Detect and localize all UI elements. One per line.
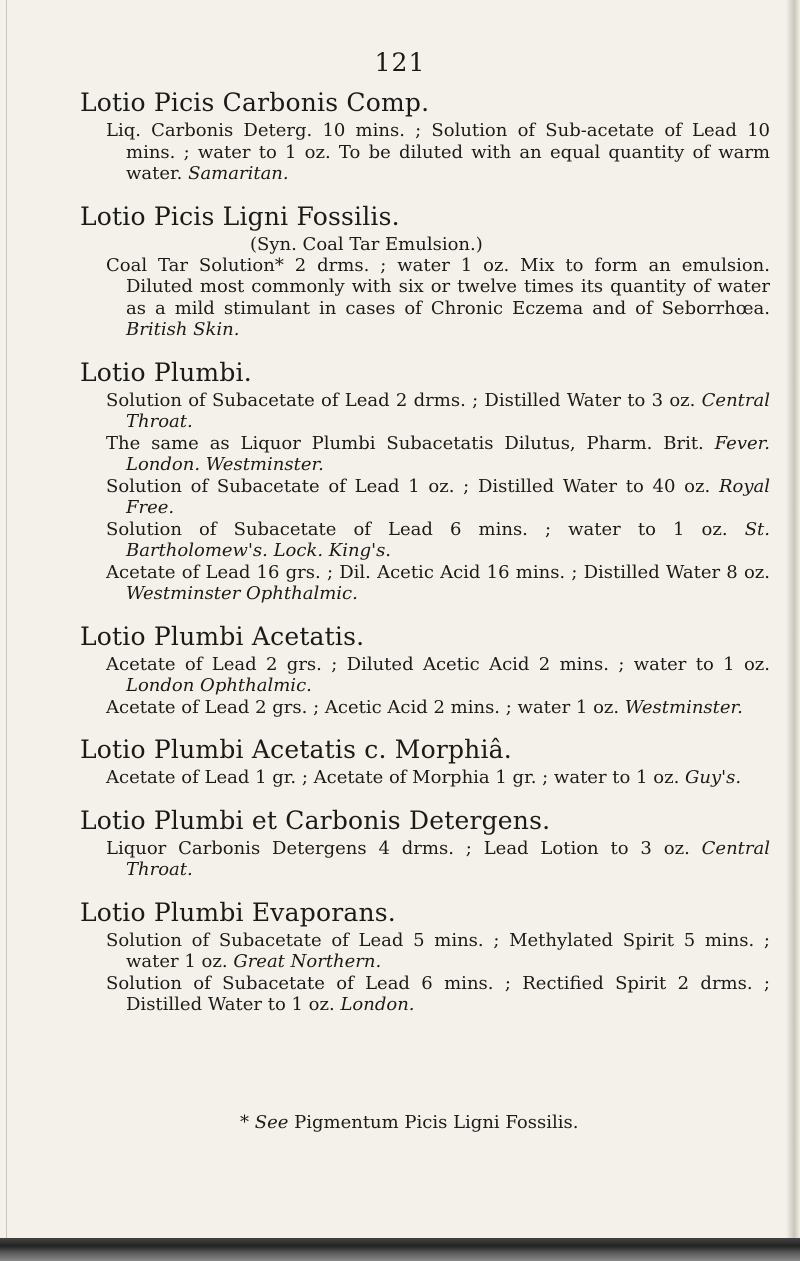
recipe-text: Liquor Carbonis Detergens 4 drms. ; Lead Lotion to 3 oz. bbox=[106, 837, 690, 859]
hospital-source: London Ophthalmic. bbox=[126, 675, 312, 696]
recipe-text: The same as Liquor Plumbi Subacetatis Dilutus, Pharm. Brit. bbox=[106, 432, 704, 454]
footnote-see: See bbox=[254, 1112, 289, 1133]
page-right-edge bbox=[786, 0, 800, 1261]
hospital-source: St. Bartholomew's. Lock. King's. bbox=[126, 518, 770, 561]
hospital-source: Central Throat. bbox=[126, 389, 770, 432]
hospital-source: Samaritan. bbox=[188, 163, 289, 184]
hospital-source: Central Throat. bbox=[126, 837, 770, 880]
recipe-paragraph bbox=[80, 697, 770, 719]
recipe-paragraph bbox=[80, 654, 770, 697]
hospital-source: Guy's. bbox=[685, 767, 742, 788]
recipe-text: Coal Tar Solution* 2 drms. ; water 1 oz. Mix to form an emulsion. Diluted most commonly with six or twelve times its quantity of water as a mild stimulant in cases of Chronic Eczema and of Seborrhœa. bbox=[106, 254, 770, 319]
page-number: 121 bbox=[374, 48, 426, 77]
recipe-text: Solution of Subacetate of Lead 1 oz. ; Distilled Water to 40 oz. bbox=[106, 475, 711, 497]
entry-title: Lotio Plumbi Evaporans. bbox=[80, 897, 396, 927]
entry bbox=[80, 202, 770, 341]
entry-title: Lotio Picis Ligni Fossilis. bbox=[80, 201, 400, 231]
page-edge-shadow bbox=[6, 0, 7, 1261]
footnote-text: Pigmentum Picis Ligni Fossilis. bbox=[294, 1112, 579, 1133]
entry bbox=[80, 622, 770, 719]
recipe-text: Solution of Subacetate of Lead 5 mins. ; Methylated Spirit 5 mins. ; water 1 oz. bbox=[106, 929, 770, 972]
recipe-text: Acetate of Lead 16 grs. ; Dil. Acetic Acid 16 mins. ; Distilled Water 8 oz. bbox=[106, 561, 770, 583]
page-bottom-edge bbox=[0, 1238, 800, 1261]
entry bbox=[80, 88, 770, 185]
hospital-source: Great Northern. bbox=[233, 951, 382, 972]
recipe-paragraph bbox=[80, 930, 770, 973]
recipe-text: Liq. Carbonis Deterg. 10 mins. ; Solution of Sub-acetate of Lead 10 mins. ; water to 1 oz. To be diluted with an equal quantity of warm water. bbox=[106, 120, 770, 184]
recipe-paragraph bbox=[80, 433, 770, 476]
recipe-paragraph bbox=[80, 255, 770, 341]
entry-title: Lotio Plumbi. bbox=[80, 357, 252, 387]
recipe-paragraph bbox=[80, 973, 770, 1016]
hospital-source: British Skin. bbox=[126, 319, 240, 340]
recipe-paragraph bbox=[80, 838, 770, 881]
entry-synonym: (Syn. Coal Tar Emulsion.) bbox=[250, 233, 483, 255]
hospital-source: Fever. London. Westminster. bbox=[126, 432, 770, 475]
recipe-paragraph bbox=[80, 120, 770, 185]
recipe-paragraph bbox=[80, 767, 770, 789]
entry-title: Lotio Picis Carbonis Comp. bbox=[80, 88, 430, 117]
recipe-text: Solution of Subacetate of Lead 6 mins. ; Rectified Spirit 2 drms. ; Distilled Water to 1 oz. bbox=[106, 972, 770, 1015]
entry-title: Lotio Plumbi Acetatis. bbox=[80, 621, 365, 651]
hospital-source: Royal Free. bbox=[126, 475, 770, 518]
entry bbox=[80, 358, 770, 605]
recipe-paragraph bbox=[80, 390, 770, 433]
recipe-text: Solution of Subacetate of Lead 6 mins. ; water to 1 oz. bbox=[106, 518, 728, 540]
recipe-text: Acetate of Lead 2 grs. ; Acetic Acid 2 mins. ; water 1 oz. bbox=[106, 696, 620, 718]
entry bbox=[80, 898, 770, 1016]
hospital-source: London. bbox=[340, 994, 415, 1015]
page-body bbox=[80, 88, 770, 1033]
recipe-text: Acetate of Lead 1 gr. ; Acetate of Morphia 1 gr. ; water to 1 oz. bbox=[106, 767, 680, 788]
entry-title: Lotio Plumbi et Carbonis Detergens. bbox=[80, 805, 551, 835]
recipe-paragraph bbox=[80, 562, 770, 605]
entry bbox=[80, 806, 770, 881]
recipe-paragraph bbox=[80, 519, 770, 562]
entry bbox=[80, 735, 770, 789]
hospital-source: Westminster Ophthalmic. bbox=[126, 583, 358, 604]
entry-title: Lotio Plumbi Acetatis c. Morphiâ. bbox=[80, 735, 512, 764]
recipe-text: Acetate of Lead 2 grs. ; Diluted Acetic Acid 2 mins. ; water to 1 oz. bbox=[106, 653, 770, 675]
recipe-text: Solution of Subacetate of Lead 2 drms. ; Distilled Water to 3 oz. bbox=[106, 389, 696, 411]
hospital-source: Westminster. bbox=[624, 696, 743, 718]
footnote bbox=[240, 1112, 578, 1133]
recipe-paragraph bbox=[80, 476, 770, 519]
footnote-marker: * bbox=[240, 1112, 249, 1133]
